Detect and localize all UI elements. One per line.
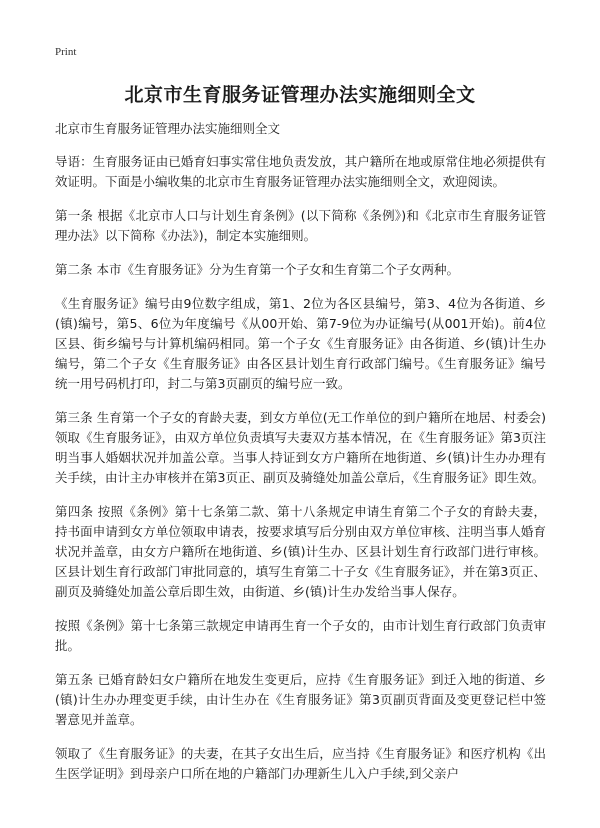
paragraph-intro: 导语：生育服务证由已婚育妇事实常住地负责发放，其户籍所在地或原常住地必须提供有效证明。下面是小编收集的北京市生育服务证管理办法实施细则全文，欢迎阅读。 xyxy=(55,154,546,189)
paragraph-article-1: 第一条 根据《北京市人口与计划生育条例》(以下简称《条例》)和《北京市生育服务证管理办法》以下简称《办法》)，制定本实施细则。 xyxy=(55,208,546,243)
print-label: Print xyxy=(55,46,77,58)
paragraph-article-5-supplement: 领取了《生育服务证》的夫妻，在其子女出生后，应当持《生育服务证》和医疗机构《出生医学证明》到母亲户口所在地的户籍部门办理新生儿入户手续,到父亲户 xyxy=(55,746,546,781)
document-body xyxy=(55,152,546,798)
paragraph-numbering: 《生育服务证》编号由9位数字组成，第1、2位为各区县编号，第3、4位为各街道、乡(镇)编号，第5、6位为年度编号《从00开始、第7-9位为办证编号(从001开始)。前4位区县、街乡编号与计算机编码相同。第一个子女《生育服务证》由各街道、乡(镇)计生办编号，第二个子女《生育服务证》由各区县计划生育行政部门编号。《生育服务证》编号统一用号码机打印，封二与第3页副页的编号应一致。 xyxy=(55,296,546,391)
paragraph-article-2: 第二条 本市《生育服务证》分为生育第一个子女和生育第二个子女两种。 xyxy=(55,262,459,277)
paragraph-article-4-supplement: 按照《条例》第十七条第三款规定申请再生育一个子女的，由市计划生育行政部门负责审批。 xyxy=(55,618,546,653)
paragraph-article-5: 第五条 已婚育龄妇女户籍所在地发生变更后，应持《生育服务证》到迁入地的街道、乡(镇)计生办办理变更手续，由计生办在《生育服务证》第3页副页背面及变更登记栏中签署意见并盖章。 xyxy=(55,672,546,727)
paragraph-article-3: 第三条 生育第一个子女的育龄夫妻，到女方单位(无工作单位的到户籍所在地居、村委会)领取《生育服务证》，由双方单位负责填写夫妻双方基本情况，在《生育服务证》第3页注明当事人婚姻状况并加盖公章。当事人持证到女方户籍所在地街道、乡(镇)计生办办理有关手续，由计主办审核并在第3页正、副页及骑缝处加盖公章后，《生育服务证》即生效。 xyxy=(55,410,546,485)
paragraph-article-4: 第四条 按照《条例》第十七条第二款、第十八条规定申请生育第二个子女的育龄夫妻，持书面申请到女方单位领取申请表，按要求填写后分别由双方单位审核、注明当事人婚育状况并盖章，由女方户籍所在地街道、乡(镇)计生办、区县计划生育行政部门进行审核。区县计划生育行政部门审批同意的，填写生育第二十子女《生育服务证》，并在第3页正、副页及骑缝处加盖公章后即生效，由街道、乡(镇)计生办发给当事人保存。 xyxy=(55,504,546,599)
page-subtitle: 北京市生育服务证管理办法实施细则全文 xyxy=(55,121,281,136)
page-title: 北京市生育服务证管理办法实施细则全文 xyxy=(124,84,476,106)
